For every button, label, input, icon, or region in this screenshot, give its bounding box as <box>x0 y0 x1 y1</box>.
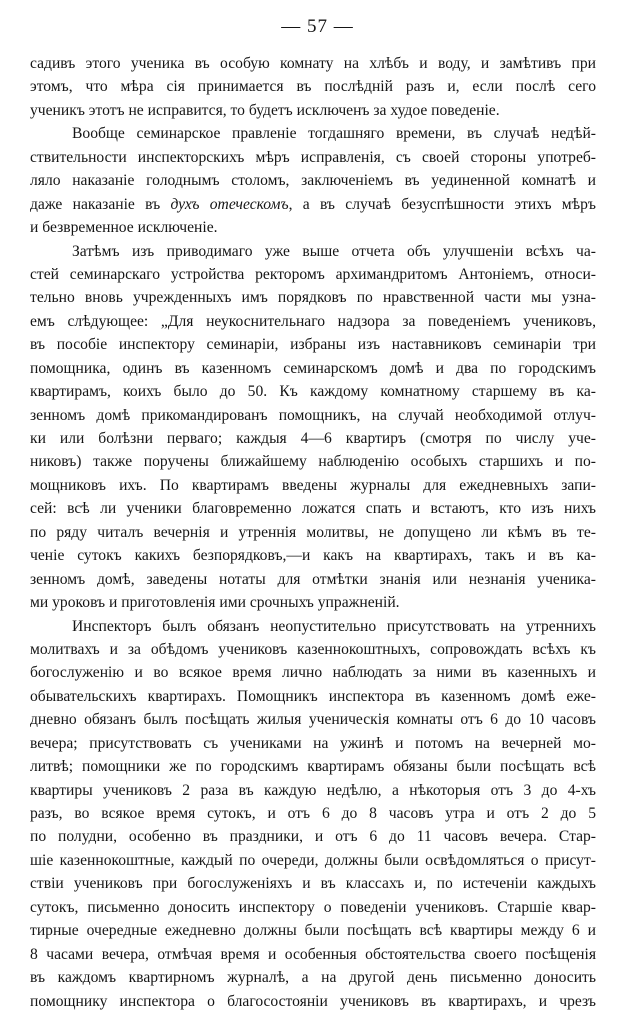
text-line: тельно вновь учрежденныхъ имъ порядковъ по нравственной части мы узна- <box>30 289 596 307</box>
text-line: зенномъ домѣ, заведены нотаты для отмѣтки знанія или незнанія ученика- <box>30 570 596 588</box>
text-line: помощника, одинъ въ казенномъ семинарскомъ домѣ и два по городскимъ <box>30 359 596 377</box>
paragraph-start-line: Вообще семинарское правленіе тогдашняго времени, въ случаѣ недѣй- <box>72 125 596 143</box>
page-number: — 57 — <box>281 16 354 37</box>
emphasized-phrase: духъ отеческомъ <box>170 195 289 213</box>
text-line: никовъ) также поручены ближайшему наблюденію особыхъ старшихъ и по- <box>30 453 596 471</box>
text-line: ученикъ этотъ не исправится, то будетъ исключенъ за худое поведеніе. <box>30 101 500 119</box>
text-line: по ряду читалъ вечернія и утреннія молитвы, не допущено ли кѣмъ въ те- <box>30 523 596 541</box>
text-line: богослуженію и во всякое время лично наблюдать за ними въ казенныхъ и <box>30 664 596 682</box>
text-line: молитвахъ и за обѣдомъ учениковъ казеннокоштныхъ, сопровождать всѣхъ къ <box>30 640 596 658</box>
text-line: стей семинарскаго устройства ректоромъ архимандритомъ Антоніемъ, относи- <box>30 265 596 283</box>
text-line: даже наказаніе въ духъ отеческомъ, а въ случаѣ безуспѣшности этихъ мѣръ <box>30 195 596 213</box>
text-line: ми уроковъ и приготовленія ими срочныхъ упражненій. <box>30 594 400 612</box>
text-line: ствіи учениковъ при богослуженіяхъ и въ классахъ и, по истеченіи каждыхъ <box>30 875 596 893</box>
text-line: садивъ этого ученика въ особую комнату на хлѣбъ и воду, и замѣтивъ при <box>30 55 596 72</box>
text-line: квартиры учениковъ 2 раза въ каждую недѣлю, а нѣкоторыя отъ 3 до 4-хъ <box>30 781 596 799</box>
paragraph-start-line: Инспекторъ былъ обязанъ неопустительно присутствовать на утреннихъ <box>72 617 596 635</box>
text-line: этомъ, что мѣра сія принимается въ послѣдній разъ и, если послѣ сего <box>30 78 596 96</box>
text-line: шіе казеннокоштные, каждый по очереди, должны были освѣдомляться о присут- <box>30 851 596 869</box>
paragraph-start-line: Затѣмъ изъ приводимаго уже выше отчета объ улучшеніи всѣхъ ча- <box>72 242 596 260</box>
text-line: зенномъ домѣ прикомандированъ помощникъ, на случай необходимой отлуч- <box>30 406 596 424</box>
text-line: сей: всѣ ли ученики благовременно ложатся спать и встаютъ, кто изъ нихъ <box>30 500 596 518</box>
text-line: ствительности инспекторскихъ мѣръ исправленія, съ своей стороны употреб- <box>30 148 596 166</box>
text-line: ки или болѣзни перваго; каждыя 4—6 квартиръ (смотря по числу уче- <box>30 430 596 447</box>
text-line: разъ, во всякое время сутокъ, и отъ 6 до 8 часовъ утра и отъ 2 до 5 <box>30 805 596 822</box>
text-line: 8 часами вечера, отмѣчая время и особенныя обстоятельства своего посѣщенія <box>30 945 596 963</box>
text-line: въ каждомъ квартирномъ журналѣ, а на другой день письменно доносить <box>30 969 596 987</box>
text-line: помощнику инспектора о благосостояніи учениковъ въ квартирахъ, и чрезъ <box>30 992 596 1010</box>
text-line: вечера; присутствовать съ учениками на ужинѣ и потомъ на вечерней мо- <box>30 734 596 752</box>
text-line: въ пособіе инспектору семинаріи, избраны изъ наставниковъ семинаріи три <box>30 336 596 354</box>
text-line: ченіе сутокъ какихъ безпорядковъ,—и какъ на квартирахъ, такъ и въ ка- <box>30 547 596 565</box>
text-line: ляло наказаніе голоднымъ столомъ, заключеніемъ въ уединенной комнатѣ и <box>30 172 596 190</box>
text-line: квартирамъ, коихъ было до 50. Къ каждому комнатному старшему въ ка- <box>30 383 596 401</box>
body-text <box>30 52 596 1013</box>
text-line: литвѣ; помощники же по городскимъ квартирамъ обязаны были посѣщать всѣ <box>30 758 596 776</box>
text-line: сутокъ, письменно доносить инспектору о поведеніи учениковъ. Старшіе квар- <box>30 898 596 916</box>
text-line: тирные очередные ежедневно должны были посѣщать всѣ квартиры между 6 и <box>30 922 596 940</box>
text-line: и безвременное исключеніе. <box>30 219 218 237</box>
text-line: емъ слѣдующее: „Для неукоснительнаго надзора за поведеніемъ учениковъ, <box>30 312 596 330</box>
text-line: дневно обязанъ былъ посѣщать жилыя ученическія комнаты отъ 6 до 10 часовъ <box>30 711 596 729</box>
text-line: обывательскихъ квартирахъ. Помощникъ инспектора въ казенномъ домѣ еже- <box>30 687 596 705</box>
text-line: мощниковъ ихъ. По квартирамъ введены журналы для ежедневныхъ запи- <box>30 476 596 494</box>
text-line: по полудни, особенно въ праздники, и отъ 6 до 11 часовъ вечера. Стар- <box>30 828 596 846</box>
